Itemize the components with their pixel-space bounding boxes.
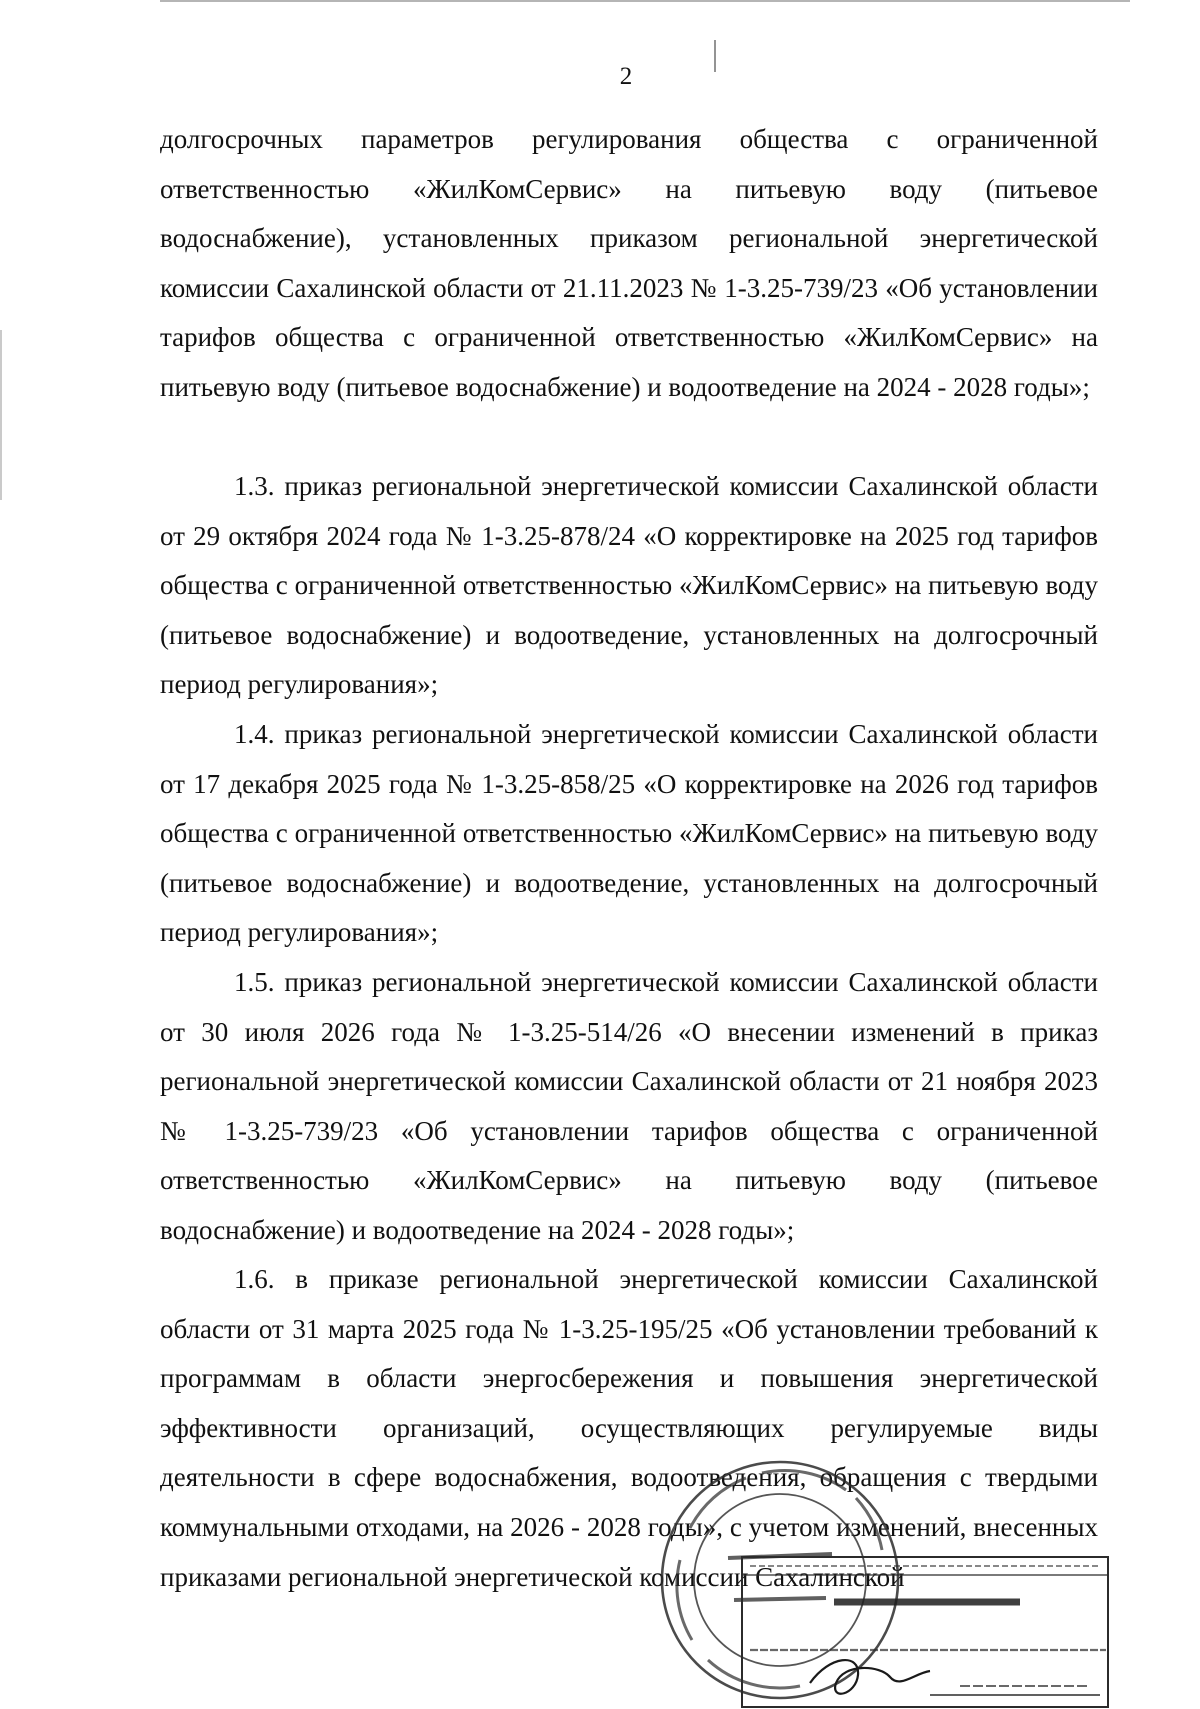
certification-stamp-graphic bbox=[740, 1555, 1110, 1709]
page-number: 2 bbox=[619, 63, 633, 90]
certification-stamp bbox=[740, 1555, 1110, 1709]
paragraph-item-1-5: 1.5. приказ региональной энергетической комиссии Сахалинской области от 30 июля 2026 года № 1-3.25-514/26 «О внесении изменений в приказ региональной энергетической комиссии Сахалинской области от 21 ноября 2023 № 1-3.25-739/23 «Об установлении тарифов общества с ограниченной ответственностью «ЖилКомСервис» на питьевую воду (питьевое водоснабжение) и водоотведение на 2024 - 2028 годы»; bbox=[160, 967, 1098, 1245]
scan-mark-top bbox=[160, 0, 1130, 2]
scan-mark-left bbox=[0, 330, 2, 500]
paragraph-item-1-3: 1.3. приказ региональной энергетической комиссии Сахалинской области от 29 октября 2024 года № 1-3.25-878/24 «О корректировке на 2025 год тарифов общества с ограниченной ответственностью «ЖилКомСервис» на питьевую воду (питьевое водоснабжение) и водоотведение, установленных на долгосрочный период регулирования»; bbox=[160, 471, 1098, 700]
paragraph-item-1-6: 1.6. в приказе региональной энергетической комиссии Сахалинской области от 31 марта 2025 года № 1-3.25-195/25 «Об установлении требований к программам в области энергосбережения и повышения энергетической эффективности организаций, осуществляющих регулируемые виды деятельности в сфере водоснабжения, водоотведения, обращения с твердыми коммунальными отходами, на 2026 - 2028 годы», с учетом изменений, внесенных приказами региональной энергетической комиссии Сахалинской bbox=[160, 1264, 1098, 1592]
paragraph-continuation: долгосрочных параметров регулирования общества с ограниченной ответственностью «ЖилКомСервис» на питьевую воду (питьевое водоснабжение), установленных приказом региональной энергетической комиссии Сахалинской области от 21.11.2023 № 1-3.25-739/23 «Об установлении тарифов общества с ограниченной ответственностью «ЖилКомСервис» на питьевую воду (питьевое водоснабжение) и водоотведение на 2024 - 2028 годы»; bbox=[160, 124, 1098, 402]
paragraph-item-1-4: 1.4. приказ региональной энергетической комиссии Сахалинской области от 17 декабря 2025 года № 1-3.25-858/25 «О корректировке на 2026 год тарифов общества с ограниченной ответственностью «ЖилКомСервис» на питьевую воду (питьевое водоснабжение) и водоотведение, установленных на долгосрочный период регулирования»; bbox=[160, 719, 1098, 948]
